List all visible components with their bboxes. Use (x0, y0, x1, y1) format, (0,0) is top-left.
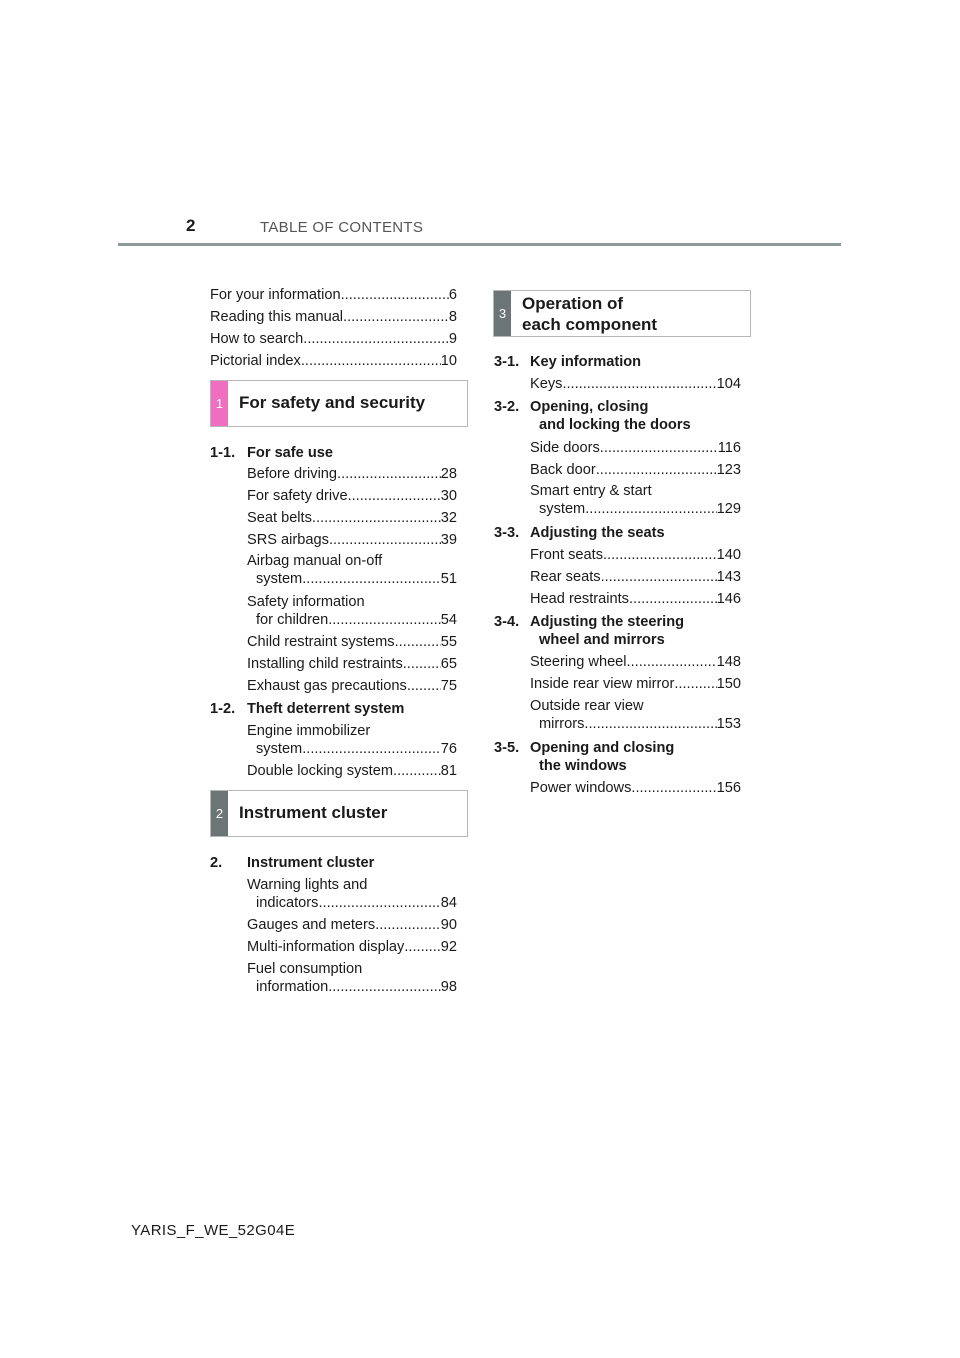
chapter-3-title-line1: Operation of (522, 294, 624, 313)
section-heading[interactable]: 3-4. Adjusting the steering wheel and mirrors (494, 614, 685, 648)
chapter-2-title: Instrument cluster (239, 803, 388, 822)
page-number: 2 (186, 216, 196, 235)
toc-entry[interactable]: Head restraints ..... 146 (530, 590, 741, 608)
chapter-3-title-line2: each component (522, 315, 658, 334)
toc-entry[interactable]: Before driving ..... 28 (247, 465, 457, 483)
toc-entry[interactable]: Warning lights and indicators ..... 84 (247, 876, 457, 912)
toc-entry[interactable]: Steering wheel ..... 148 (530, 653, 741, 671)
toc-entry[interactable]: Pictorial index ..... 10 (210, 352, 457, 370)
toc-entry[interactable]: Outside rear view mirrors ..... 153 (530, 697, 741, 733)
chapter-3-heading[interactable] (493, 290, 751, 337)
toc-entry[interactable]: Reading this manual ..... 8 (210, 308, 457, 326)
page-header-title: TABLE OF CONTENTS (260, 219, 424, 236)
toc-entry[interactable]: For safety drive ..... 30 (247, 487, 457, 505)
toc-entry[interactable]: Engine immobilizer system ..... 76 (247, 722, 457, 758)
section-heading[interactable]: 3-3. Adjusting the seats (494, 525, 665, 541)
section-heading[interactable]: 3-5. Opening and closing the windows (494, 740, 675, 774)
section-heading[interactable]: 3-2. Opening, closing and locking the doors (494, 399, 691, 433)
toc-entry[interactable]: Exhaust gas precautions ..... 75 (247, 677, 457, 695)
toc-entry[interactable]: Airbag manual on-off system ..... 51 (247, 552, 457, 588)
toc-entry[interactable]: Installing child restraints ..... 65 (247, 655, 457, 673)
chapter-3-tab: 3 (494, 291, 511, 336)
toc-entry[interactable]: Seat belts ..... 32 (247, 509, 457, 527)
toc-entry[interactable]: How to search ..... 9 (210, 330, 457, 348)
chapter-2-tab: 2 (211, 791, 228, 836)
toc-entry[interactable]: Double locking system ..... 81 (247, 762, 457, 780)
toc-entry[interactable]: Front seats ..... 140 (530, 546, 741, 564)
toc-entry[interactable]: Gauges and meters ..... 90 (247, 916, 457, 934)
toc-entry[interactable]: Rear seats ..... 143 (530, 568, 741, 586)
toc-entry[interactable]: For your information ..... 6 (210, 286, 457, 304)
chapter-1-heading[interactable] (210, 380, 468, 427)
section-heading[interactable]: 3-1. Key information (494, 354, 642, 370)
toc-entry[interactable]: Smart entry & start system ..... 129 (530, 482, 741, 518)
toc-entry[interactable]: Child restraint systems ..... 55 (247, 633, 457, 651)
section-heading[interactable]: 2. Instrument cluster (210, 855, 375, 871)
toc-entry[interactable]: Safety information for children ..... 54 (247, 593, 457, 629)
toc-entry[interactable]: Fuel consumption information ..... 98 (247, 960, 457, 996)
toc-entry[interactable]: Back door ..... 123 (530, 461, 741, 479)
toc-entry[interactable]: Multi-information display ..... 92 (247, 938, 457, 956)
section-heading[interactable]: 1-1. For safe use (210, 445, 333, 461)
toc-entry[interactable]: Power windows ..... 156 (530, 779, 741, 797)
chapter-1-tab: 1 (211, 381, 228, 426)
chapter-2-heading[interactable] (210, 790, 468, 837)
toc-entry[interactable]: Keys ..... 104 (530, 375, 741, 393)
toc-entry[interactable]: SRS airbags ..... 39 (247, 531, 457, 549)
header-divider (118, 243, 841, 246)
chapter-1-title: For safety and security (239, 393, 426, 412)
toc-entry[interactable]: Side doors ..... 116 (530, 439, 741, 457)
toc-entry[interactable]: Inside rear view mirror ..... 150 (530, 675, 741, 693)
document-code: YARIS_F_WE_52G04E (131, 1222, 296, 1239)
section-heading[interactable]: 1-2. Theft deterrent system (210, 701, 405, 717)
